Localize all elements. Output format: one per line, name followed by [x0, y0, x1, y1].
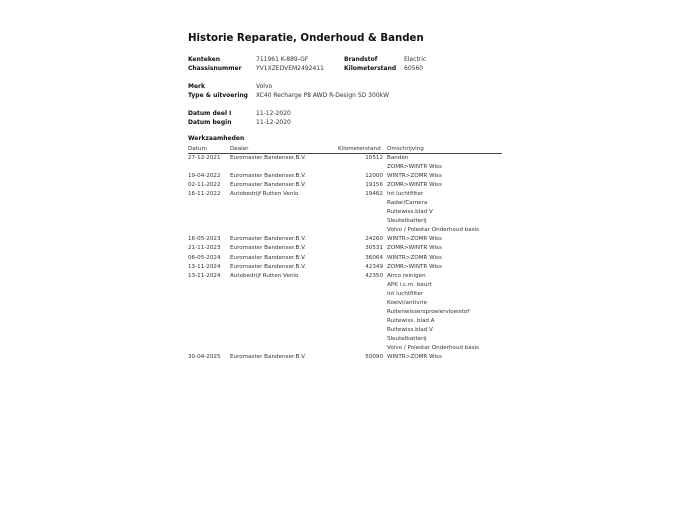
kenteken-label: Kenteken — [188, 56, 220, 63]
cell-omschrijving: Ruitenwissersproeiervloeistof — [387, 308, 470, 315]
table-row — [188, 244, 502, 253]
cell-dealer: Euromaster Bandenser.B.V. — [230, 263, 306, 270]
cell-datum — [188, 199, 230, 208]
cell-omschrijving: Sleutelbatterij — [387, 218, 427, 225]
cell-kilometerstand — [338, 199, 383, 208]
werkzaamheden-heading: Werkzaamheden — [188, 135, 245, 142]
cell-datum: 16-05-2023 — [188, 236, 221, 243]
cell-kilometerstand: 10512 — [365, 155, 383, 161]
table-row — [188, 199, 502, 208]
cell-dealer — [230, 163, 338, 172]
cell-omschrijving: Ruitewiss.blad V — [387, 326, 433, 333]
kilometerstand-value: 60560 — [404, 65, 424, 72]
datum-deel-label: Datum deel I — [188, 110, 232, 117]
cell-omschrijving: WINTR>ZOMR Wiss — [387, 236, 442, 243]
merk-value: Volvo — [256, 83, 273, 90]
cell-datum: 02-11-2022 — [188, 182, 221, 189]
table-row — [188, 335, 502, 344]
table-row — [188, 353, 502, 362]
cell-omschrijving: Int luchtfilter — [387, 191, 424, 198]
table-row — [188, 272, 502, 281]
cell-omschrijving: Radar/Camera — [387, 200, 428, 207]
cell-dealer: Euromaster Bandenser.B.V. — [230, 245, 306, 252]
cell-kilometerstand: 50090 — [365, 354, 383, 361]
cell-omschrijving: ZOMR>WINTR Wiss — [387, 164, 442, 171]
brandstof-value: Electric — [404, 56, 427, 63]
cell-datum: 27-12-2021 — [188, 155, 221, 161]
cell-omschrijving: ZOMR>WINTR Wiss — [387, 182, 442, 189]
cell-omschrijving: Banden — [387, 155, 409, 161]
cell-dealer: Euromaster Bandenser.B.V. — [230, 354, 306, 361]
table-row — [188, 254, 502, 263]
cell-datum: 13-11-2024 — [188, 263, 221, 270]
table-row — [188, 154, 502, 164]
cell-datum — [188, 226, 230, 235]
cell-omschrijving: ZOMR>WINTR Wiss — [387, 245, 442, 252]
merk-label: Merk — [188, 83, 205, 90]
cell-kilometerstand: 36064 — [365, 254, 383, 261]
table-row — [188, 217, 502, 226]
cell-dealer — [230, 344, 338, 353]
cell-kilometerstand: 30531 — [365, 245, 383, 252]
cell-datum — [188, 344, 230, 353]
cell-dealer: Autobedrijf Rutten Venlo — [230, 191, 299, 198]
cell-dealer — [230, 317, 338, 326]
cell-dealer: Euromaster Bandenser.B.V. — [230, 182, 306, 189]
cell-omschrijving: APK i.c.m. beurt — [387, 281, 432, 288]
cell-dealer: Euromaster Bandenser.B.V. — [230, 236, 306, 243]
cell-datum: 16-11-2022 — [188, 191, 221, 198]
kenteken-value: 711961 K-889-GF — [256, 56, 309, 63]
cell-dealer: Euromaster Bandenser.B.V. — [230, 254, 306, 261]
cell-dealer: Autobedrijf Rutten Venlo — [230, 272, 299, 279]
table-row — [188, 226, 502, 235]
type-value: XC40 Recharge P8 AWD R-Design 5D 300kW — [256, 92, 390, 99]
cell-kilometerstand — [338, 208, 383, 217]
cell-datum: 21-11-2023 — [188, 245, 221, 252]
cell-dealer — [230, 308, 338, 317]
table-header-row — [188, 145, 502, 154]
cell-omschrijving: WINTR>ZOMR Wiss — [387, 354, 442, 361]
page-title: Historie Reparatie, Onderhoud & Banden — [188, 33, 424, 44]
cell-kilometerstand — [338, 308, 383, 317]
table-row — [188, 317, 502, 326]
cell-dealer — [230, 299, 338, 308]
cell-kilometerstand — [338, 281, 383, 290]
cell-dealer — [230, 208, 338, 217]
table-row — [188, 235, 502, 244]
table-row — [188, 208, 502, 217]
cell-dealer: Euromaster Bandenser.B.V. — [230, 173, 306, 180]
cell-datum — [188, 326, 230, 335]
brandstof-label: Brandstof — [344, 56, 378, 63]
cell-omschrijving: Ruitewiss.blad V — [387, 209, 433, 216]
cell-datum — [188, 299, 230, 308]
datum-deel-value: 11-12-2020 — [256, 110, 291, 117]
cell-dealer: Euromaster Bandenser.B.V. — [230, 155, 306, 161]
cell-omschrijving: Ruitewiss. blad A — [387, 317, 435, 324]
column-header-kilometerstand: Kilometerstand — [338, 145, 383, 154]
datum-begin-label: Datum begin — [188, 119, 232, 126]
cell-kilometerstand — [338, 335, 383, 344]
table-row — [188, 299, 502, 308]
cell-dealer — [230, 290, 338, 299]
cell-datum — [188, 163, 230, 172]
table-row — [188, 281, 502, 290]
column-header-datum: Datum — [188, 145, 230, 154]
cell-kilometerstand — [338, 217, 383, 226]
cell-datum — [188, 308, 230, 317]
cell-omschrijving: Int luchtfilter — [387, 290, 424, 297]
cell-kilometerstand — [338, 326, 383, 335]
cell-datum — [188, 335, 230, 344]
kilometerstand-label: Kilometerstand — [344, 65, 397, 72]
cell-kilometerstand: 42349 — [365, 263, 383, 270]
cell-kilometerstand: 12000 — [365, 173, 383, 180]
cell-kilometerstand — [338, 290, 383, 299]
cell-datum: 19-04-2022 — [188, 173, 221, 180]
type-label: Type & uitvoering — [188, 92, 248, 99]
table-row — [188, 190, 502, 199]
cell-datum — [188, 281, 230, 290]
cell-dealer — [230, 335, 338, 344]
chassis-value: YV1XZEDVEM2492411 — [256, 65, 324, 72]
table-row — [188, 344, 502, 353]
cell-datum: 06-05-2024 — [188, 254, 221, 261]
cell-datum — [188, 290, 230, 299]
cell-kilometerstand: 24260 — [365, 236, 383, 243]
cell-omschrijving: ZOMR>WINTR Wiss — [387, 263, 442, 270]
column-header-omschrijving: Omschrijving — [383, 145, 502, 154]
table-row — [188, 308, 502, 317]
cell-kilometerstand: 19462 — [365, 191, 383, 198]
table-row — [188, 326, 502, 335]
cell-datum: 13-11-2024 — [188, 272, 221, 279]
chassis-label: Chassisnummer — [188, 65, 242, 72]
cell-dealer — [230, 199, 338, 208]
werkzaamheden-table — [188, 145, 502, 362]
cell-omschrijving: Volvo / Polestar Onderhoud basis — [387, 344, 480, 351]
cell-kilometerstand: 42350 — [365, 272, 383, 279]
table-row — [188, 263, 502, 272]
cell-omschrijving: Koelvl/antivrie — [387, 299, 427, 306]
cell-kilometerstand — [338, 163, 383, 172]
cell-datum — [188, 217, 230, 226]
cell-dealer — [230, 281, 338, 290]
cell-omschrijving: WINTR>ZOMR Wiss — [387, 254, 442, 261]
column-header-dealer: Dealer — [230, 145, 338, 154]
cell-kilometerstand — [338, 226, 383, 235]
cell-kilometerstand — [338, 317, 383, 326]
cell-omschrijving: Volvo / Polestar Onderhoud basis — [387, 227, 480, 234]
cell-dealer — [230, 226, 338, 235]
datum-begin-value: 11-12-2020 — [256, 119, 291, 126]
cell-datum — [188, 208, 230, 217]
cell-dealer — [230, 326, 338, 335]
cell-omschrijving: Sleutelbatterij — [387, 335, 427, 342]
cell-omschrijving: WINTR>ZOMR Wiss — [387, 173, 442, 180]
cell-datum: 30-04-2025 — [188, 354, 221, 361]
table-body — [188, 154, 502, 363]
cell-kilometerstand — [338, 344, 383, 353]
table-row — [188, 181, 502, 190]
cell-kilometerstand: 19156 — [365, 182, 383, 189]
cell-dealer — [230, 217, 338, 226]
table-row — [188, 163, 502, 172]
cell-kilometerstand — [338, 299, 383, 308]
table-row — [188, 172, 502, 181]
cell-datum — [188, 317, 230, 326]
cell-omschrijving: Airco reinigen — [387, 272, 426, 279]
table-row — [188, 290, 502, 299]
